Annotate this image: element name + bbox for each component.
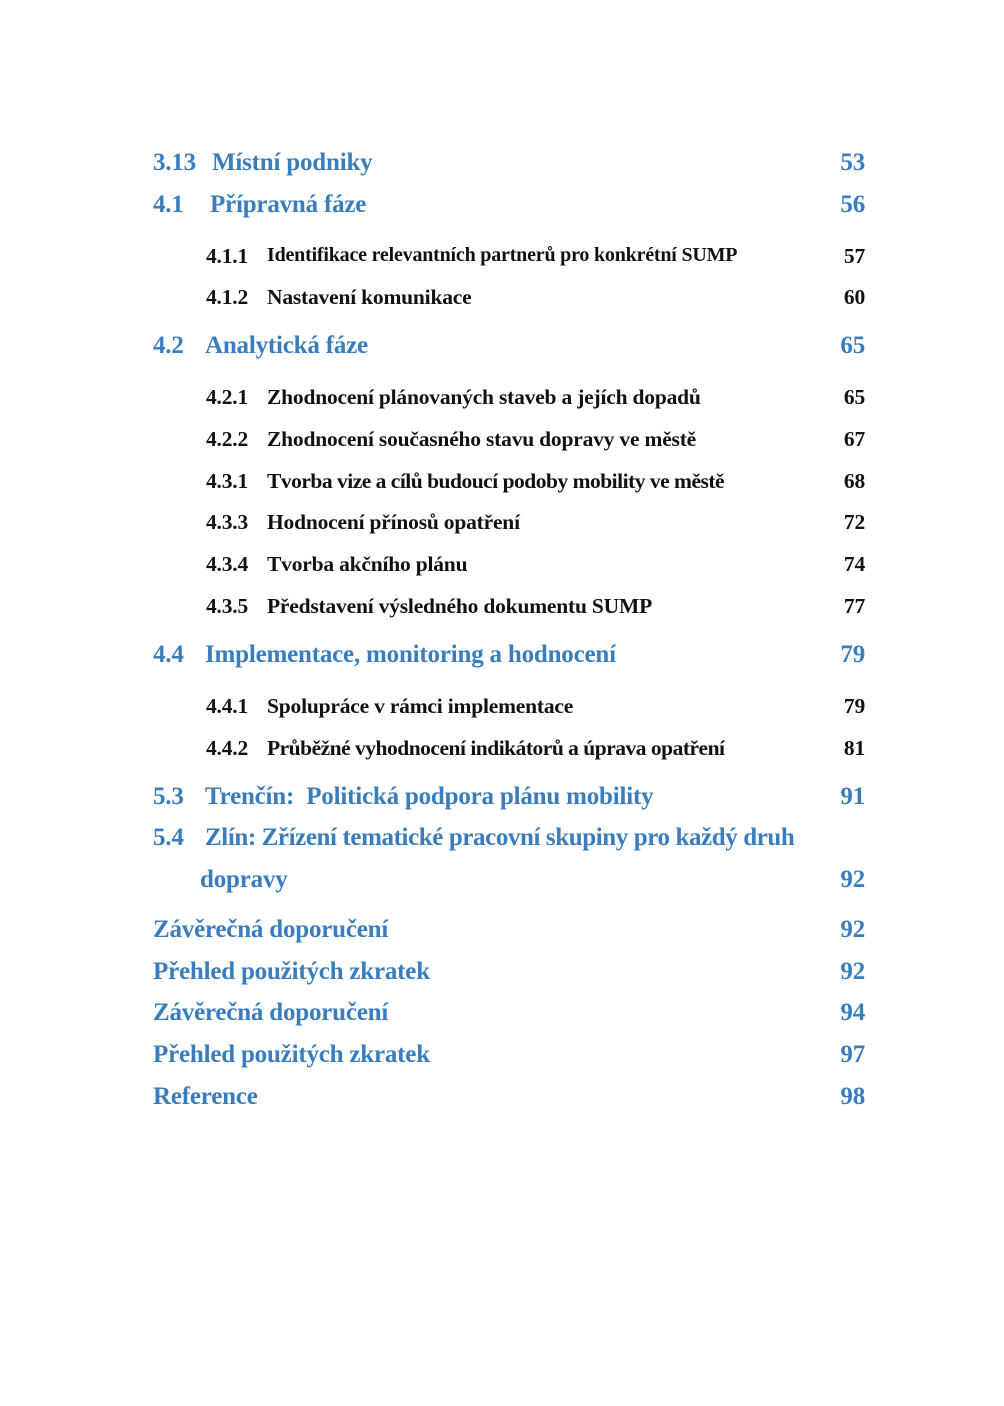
toc-title: Reference: [153, 1083, 258, 1110]
toc-entry[interactable]: [0, 736, 1004, 770]
toc-entry[interactable]: [0, 999, 1004, 1033]
toc-entry[interactable]: [0, 427, 1004, 461]
toc-title: Identifikace relevantních partnerů pro konkrétní SUMP: [267, 244, 738, 266]
toc-title: Nastavení komunikace: [267, 285, 472, 309]
toc-title: Přehled použitých zkratek: [153, 1041, 430, 1068]
toc-number: 3.13: [153, 149, 196, 176]
toc-entry[interactable]: [0, 149, 1004, 183]
toc-title: Místní podniky: [212, 149, 373, 176]
toc-page: 79: [840, 641, 865, 668]
toc-entry[interactable]: [0, 916, 1004, 950]
toc-page: 94: [840, 999, 865, 1026]
toc-entry[interactable]: [0, 332, 1004, 366]
toc-title: Trenčín: Politická podpora plánu mobility: [205, 783, 654, 810]
toc-page: 57: [843, 244, 865, 268]
toc-entry[interactable]: [0, 783, 1004, 817]
toc-title: Analytická fáze: [205, 332, 368, 359]
toc-entry[interactable]: [0, 385, 1004, 419]
toc-title: Zhodnocení současného stavu dopravy ve městě: [267, 427, 697, 451]
toc-entry[interactable]: [0, 1041, 1004, 1075]
toc-page: 92: [840, 866, 865, 893]
toc-number: 4.2.2: [206, 427, 249, 451]
toc-page: 56: [840, 191, 865, 218]
toc-number: 4.1.1: [206, 244, 249, 268]
toc-number: 4.4.2: [206, 736, 249, 760]
toc-number: 5.3: [153, 783, 184, 810]
toc-page: 53: [840, 149, 865, 176]
toc-page: 72: [843, 510, 865, 534]
toc-entry[interactable]: [0, 191, 1004, 225]
toc-number: 4.3.3: [206, 510, 249, 534]
toc-page: 97: [840, 1041, 865, 1068]
toc-page: 74: [843, 552, 865, 576]
toc-title: Závěrečná doporučení: [153, 916, 389, 943]
toc-page: 60: [843, 285, 865, 309]
toc-entry[interactable]: [0, 244, 1004, 278]
toc-entry[interactable]: [0, 1083, 1004, 1117]
toc-entry[interactable]: [0, 552, 1004, 586]
toc-entry[interactable]: [0, 694, 1004, 728]
toc-title: Tvorba akčního plánu: [267, 552, 468, 576]
toc-entry[interactable]: [0, 824, 1004, 858]
toc-number: 4.2.1: [206, 385, 249, 409]
toc-number: 4.1: [153, 191, 184, 218]
toc-number: 5.4: [153, 824, 184, 851]
toc-number: 4.3.5: [206, 594, 249, 618]
toc-number: 4.3.1: [206, 469, 249, 493]
toc-entry[interactable]: [0, 641, 1004, 675]
toc-page: 67: [843, 427, 865, 451]
toc-entry[interactable]: [0, 469, 1004, 503]
toc-page: 92: [840, 916, 865, 943]
toc-title: Spolupráce v rámci implementace: [267, 694, 574, 718]
toc-title: Zhodnocení plánovaných staveb a jejích dopadů: [267, 385, 701, 409]
toc-page: 92: [840, 958, 865, 985]
toc-page: 65: [843, 385, 865, 409]
toc-entry[interactable]: [0, 958, 1004, 992]
toc-entry[interactable]: [0, 594, 1004, 628]
toc-entry-continuation[interactable]: [0, 866, 1004, 900]
toc-page: 77: [843, 594, 865, 618]
toc-number: 4.4.1: [206, 694, 249, 718]
toc-entry[interactable]: [0, 510, 1004, 544]
toc-title: Průběžné vyhodnocení indikátorů a úprava opatření: [267, 736, 725, 760]
toc-page: 81: [843, 736, 865, 760]
toc-page: 65: [840, 332, 865, 359]
toc-number: 4.1.2: [206, 285, 249, 309]
toc-page: 98: [840, 1083, 865, 1110]
toc-title: Zlín: Zřízení tematické pracovní skupiny pro každý druh: [205, 824, 795, 851]
toc-number: 4.4: [153, 641, 184, 668]
toc-title: Přehled použitých zkratek: [153, 958, 430, 985]
toc-page: 79: [843, 694, 865, 718]
toc-entry[interactable]: [0, 285, 1004, 319]
toc-title-continuation: dopravy: [200, 866, 288, 893]
toc-title: Závěrečná doporučení: [153, 999, 389, 1026]
toc-page: 91: [840, 783, 865, 810]
toc-number: 4.2: [153, 332, 184, 359]
toc-number: 4.3.4: [206, 552, 249, 576]
toc-title: Tvorba vize a cílů budoucí podoby mobility ve městě: [267, 469, 725, 493]
toc-title: Implementace, monitoring a hodnocení: [205, 641, 616, 668]
toc-title: Představení výsledného dokumentu SUMP: [267, 594, 653, 618]
toc-title: Přípravná fáze: [210, 191, 367, 218]
toc-title: Hodnocení přínosů opatření: [267, 510, 520, 534]
toc-page: 68: [843, 469, 865, 493]
